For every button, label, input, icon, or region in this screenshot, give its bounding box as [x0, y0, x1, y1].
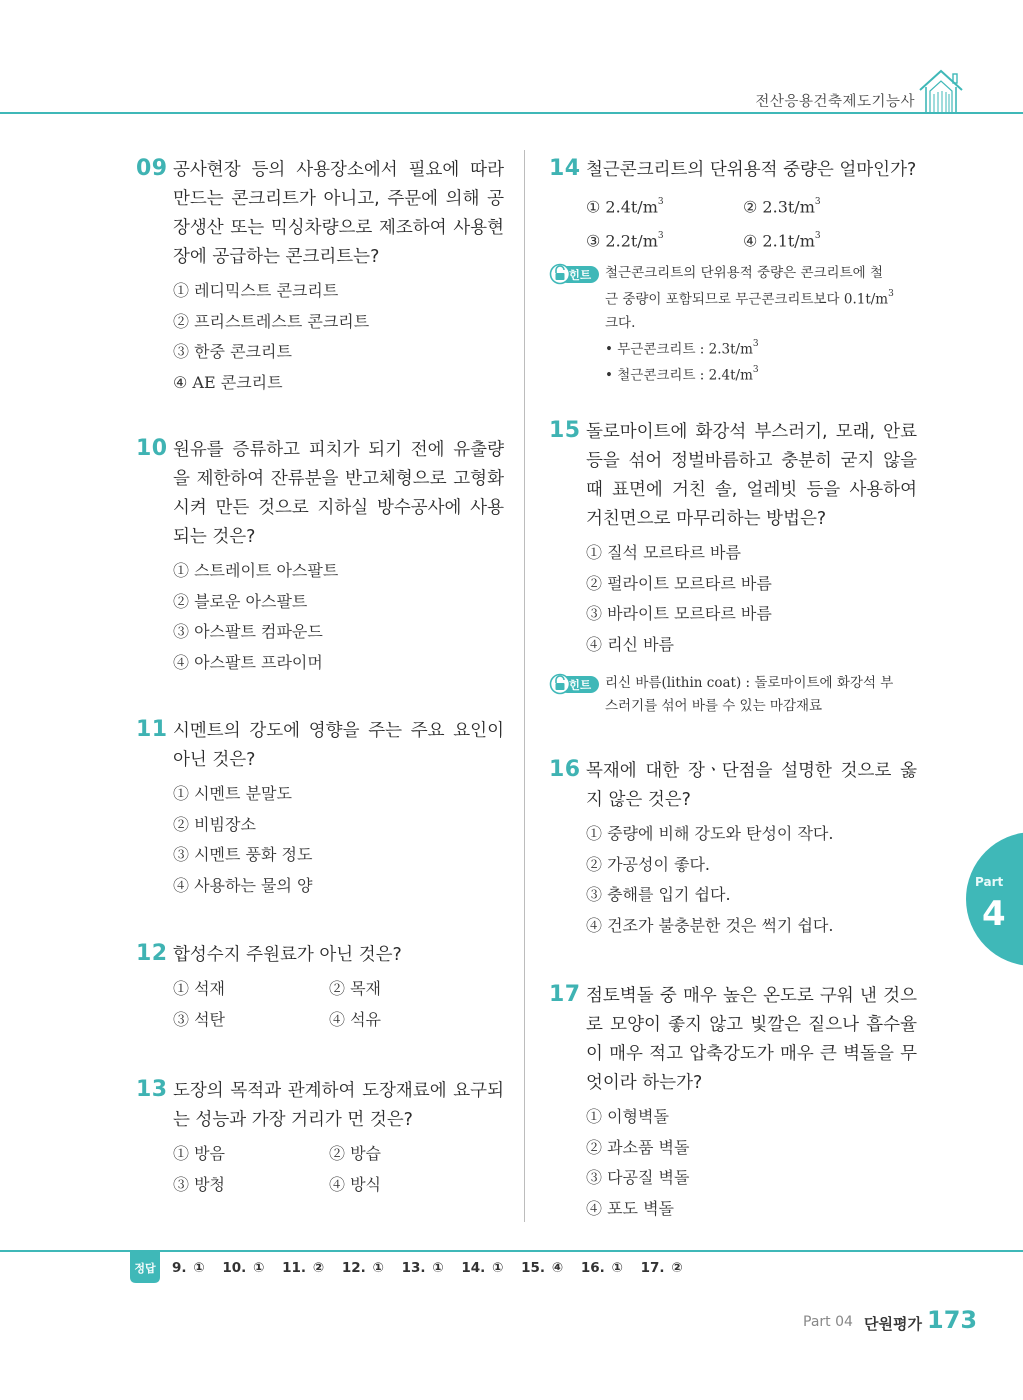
hint-text-line: 리신 바름(lithin coat) : 돌로마이트에 화강석 부	[605, 675, 894, 691]
question-text: 공사현장 등의 사용장소에서 필요에 따라 만드는 콘크리트가 아니고, 주문에 의해 공장생산 또는 믹싱차량으로 제조하여 사용현장에 공급하는 콘크리트는?	[173, 160, 504, 267]
hint-bullet: • 무근콘크리트 : $2.3t/m^3$	[605, 338, 759, 357]
option-2[interactable]: ② 방습	[329, 1144, 381, 1163]
option-1[interactable]: ① 스트레이트 아스팔트	[173, 561, 339, 580]
answer-item: 14. ①	[461, 1260, 504, 1276]
option-list	[173, 974, 504, 1035]
question-text: 목재에 대한 장ㆍ단점을 설명한 것으로 옳지 않은 것은?	[586, 761, 917, 810]
option-4[interactable]: ④ 아스팔트 프라이머	[173, 652, 323, 672]
option-4[interactable]: ④ 석유	[329, 1009, 381, 1029]
option-4[interactable]: ④ $2.1t/m^3$	[743, 230, 821, 251]
question-10	[136, 436, 504, 678]
header-divider	[0, 112, 1023, 114]
question-text: 도장의 목적과 관계하여 도장재료에 요구되는 성능과 가장 거리가 먼 것은?	[173, 1081, 504, 1130]
answer-item: 17. ②	[640, 1260, 683, 1276]
question-12	[136, 941, 504, 1035]
question-17	[549, 982, 917, 1224]
answer-item: 10. ①	[222, 1260, 265, 1276]
option-3[interactable]: ③ 방청	[173, 1174, 225, 1194]
answer-item: 15. ④	[521, 1260, 564, 1276]
option-3[interactable]: ③ 충해를 입기 쉽다.	[586, 885, 731, 904]
question-14	[549, 156, 917, 257]
question-number: 17	[549, 982, 581, 1007]
column-divider	[524, 150, 525, 1222]
question-number: 10	[136, 436, 168, 461]
answer-item: 9. ①	[172, 1260, 205, 1276]
book-title: 전산응용건축제도기능사	[755, 94, 915, 110]
option-3[interactable]: ③ 석탄	[173, 1009, 225, 1029]
house-icon	[917, 66, 965, 114]
part-tab-number: 4	[982, 894, 1006, 934]
hint-text-line: 철근콘크리트의 단위용적 중량은 콘크리트에 철	[605, 265, 883, 281]
part-tab-label: Part	[975, 875, 1004, 889]
question-number: 11	[136, 717, 168, 742]
answer-badge	[128, 1251, 162, 1285]
answer-item: 13. ①	[401, 1260, 444, 1276]
question-text: 시멘트의 강도에 영향을 주는 주요 요인이 아닌 것은?	[173, 721, 504, 770]
answer-item: 12. ①	[341, 1260, 384, 1276]
question-15	[549, 418, 917, 660]
option-list	[173, 276, 504, 398]
option-2[interactable]: ② 프리스트레스트 콘크리트	[173, 311, 370, 331]
hint-text-line: 스러기를 섞어 바를 수 있는 마감재료	[605, 698, 823, 714]
question-text: 철근콘크리트의 단위용적 중량은 얼마인가?	[586, 160, 917, 180]
option-2[interactable]: ② 목재	[329, 979, 381, 998]
option-2[interactable]: ② $2.3t/m^3$	[743, 197, 821, 217]
option-3[interactable]: ③ 다공질 벽돌	[586, 1168, 690, 1187]
option-3[interactable]: ③ 바라이트 모르타르 바름	[586, 604, 772, 623]
svg-text:힌트: 힌트	[568, 268, 592, 282]
option-4[interactable]: ④ AE 콘크리트	[173, 372, 283, 392]
answer-item: 16. ①	[580, 1260, 623, 1276]
option-2[interactable]: ② 가공성이 좋다.	[586, 854, 710, 874]
question-text: 원유를 증류하고 피치가 되기 전에 유출량을 제한하여 잔류분을 반고체형으로 고형화시켜 만든 것으로 지하실 방수공사에 사용되는 것은?	[173, 440, 504, 547]
footer-title: 단원평가	[864, 1315, 922, 1333]
hint-badge-icon	[549, 673, 601, 695]
answer-list	[172, 1260, 694, 1276]
option-1[interactable]: ① 방음	[173, 1144, 225, 1163]
option-list	[586, 1102, 917, 1224]
option-2[interactable]: ② 과소품 벽돌	[586, 1137, 690, 1157]
option-1[interactable]: ① 중량에 비해 강도와 탄성이 작다.	[586, 824, 834, 843]
option-4[interactable]: ④ 포도 벽돌	[586, 1198, 674, 1218]
question-09	[136, 156, 504, 398]
option-2[interactable]: ② 블로운 아스팔트	[173, 591, 308, 611]
question-number: 12	[136, 941, 168, 966]
question-text: 합성수지 주원료가 아닌 것은?	[173, 945, 402, 965]
question-text: 돌로마이트에 화강석 부스러기, 모래, 안료 등을 섞어 정벌바름하고 충분히 굳지 않을 때 표면에 거친 솔, 얼레빗 등을 사용하여 거친면으로 마무리하는 방법은?	[586, 422, 917, 529]
option-3[interactable]: ③ $2.2t/m^3$	[586, 230, 664, 251]
hint-14	[549, 262, 921, 388]
option-list	[586, 538, 917, 660]
option-2[interactable]: ② 펄라이트 모르타르 바름	[586, 573, 772, 593]
svg-text:힌트: 힌트	[568, 678, 592, 692]
option-2[interactable]: ② 비빔장소	[173, 814, 256, 834]
question-number: 16	[549, 757, 581, 782]
option-4[interactable]: ④ 건조가 불충분한 것은 썩기 쉽다.	[586, 915, 834, 935]
question-text: 점토벽돌 중 매우 높은 온도로 구워 낸 것으로 모양이 좋지 않고 빛깔은 짙으나 흡수율이 매우 적고 압축강도가 매우 큰 벽돌을 무엇이라 하는가?	[586, 986, 917, 1093]
question-11	[136, 717, 504, 901]
hint-15	[549, 672, 921, 718]
question-number: 14	[549, 156, 581, 181]
option-list	[173, 556, 504, 678]
hint-text-line: 크다.	[605, 314, 636, 331]
question-number: 13	[136, 1077, 168, 1102]
option-1[interactable]: ① 이형벽돌	[586, 1107, 669, 1126]
hint-text-line: 근 중량이 포함되므로 무근콘크리트보다 $0.1t/m^3$	[605, 289, 894, 308]
option-1[interactable]: ① 석재	[173, 979, 225, 998]
question-number: 15	[549, 418, 581, 443]
question-16	[549, 757, 917, 941]
footer-part: Part 04	[803, 1314, 853, 1330]
option-1[interactable]: ① 질석 모르타르 바름	[586, 543, 741, 562]
hint-bullet: • 철근콘크리트 : $2.4t/m^3$	[605, 365, 759, 384]
option-1[interactable]: ① 시멘트 분말도	[173, 784, 292, 803]
option-4[interactable]: ④ 방식	[329, 1174, 381, 1194]
option-list	[173, 779, 504, 901]
option-3[interactable]: ③ 아스팔트 컴파운드	[173, 622, 323, 641]
option-1[interactable]: ① $2.4t/m^3$	[586, 197, 664, 217]
option-3[interactable]: ③ 한중 콘크리트	[173, 342, 292, 361]
option-list	[586, 819, 917, 941]
hint-badge-icon	[549, 263, 601, 285]
option-4[interactable]: ④ 리신 바름	[586, 634, 674, 654]
option-list	[586, 189, 917, 257]
option-3[interactable]: ③ 시멘트 풍화 정도	[173, 845, 313, 864]
answer-item: 11. ②	[282, 1260, 325, 1276]
option-4[interactable]: ④ 사용하는 물의 양	[173, 875, 313, 895]
svg-text:정답: 정답	[134, 1262, 156, 1275]
question-13	[136, 1077, 504, 1200]
option-1[interactable]: ① 레디믹스트 콘크리트	[173, 281, 339, 300]
option-list	[173, 1139, 504, 1200]
page-number: 173	[927, 1306, 978, 1334]
question-number: 09	[136, 156, 168, 181]
